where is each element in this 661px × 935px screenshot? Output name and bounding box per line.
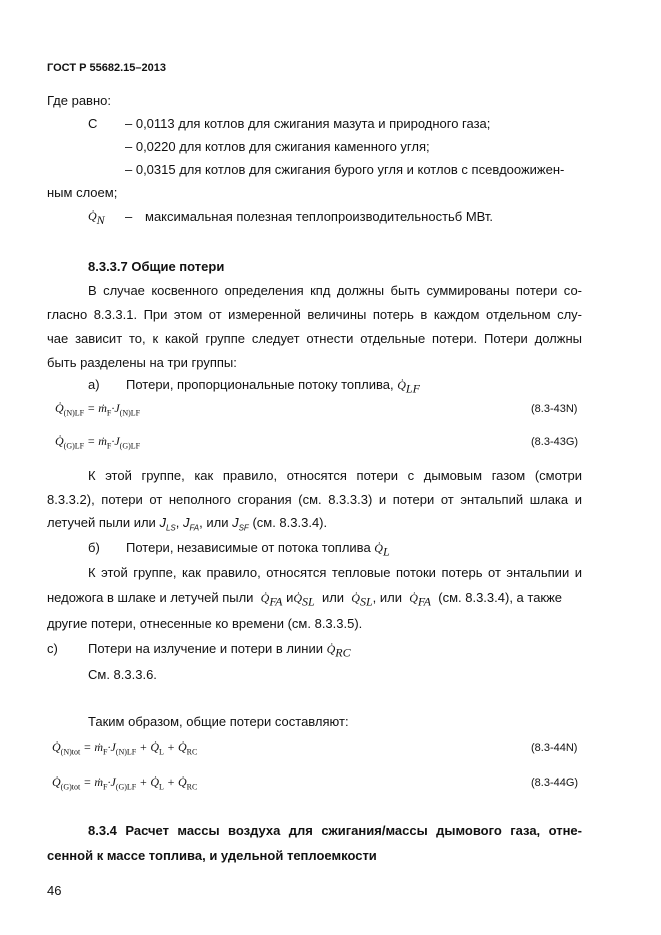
item-c-subscript: RC [335,645,351,660]
eq43n-rhs-sub1: F [106,408,112,418]
eq44g-rhs-sub2: (G)LF [115,782,137,792]
eq43n-mid: ·J [111,401,120,415]
eq43n-rhs: = ṁ [87,401,107,415]
document-header: ГОСТ Р 55682.15–2013 [47,62,166,74]
qn-description: максимальная полезная теплопроизводительностьб МВт. [145,209,494,224]
para2-j-sf: J [232,515,239,530]
para3-line1: К этой группе, как правило, относятся тепловые потоки потерь от энтальпии и [88,565,582,580]
c-item-3-continuation: ным слоем; [47,185,118,200]
qn-dash: – [125,209,133,224]
para2-line2: 8.3.3.2), потери от неполного сгорания (см. 8.3.3.3) и потери от энтальпий шлака и [47,492,582,507]
eq44n-rhs-sub1: F [103,747,108,757]
qn-symbol: Q̇ [88,209,97,223]
para2-j-ls: J [159,515,166,530]
equation-44n-number: (8.3-44N) [531,742,578,754]
para1-line1: В случае косвенного определения кпд должны быть суммированы потери со- [88,283,582,298]
qn-definition [88,207,105,228]
item-c-symbol: Q̇ [326,642,336,656]
item-a-subscript: LF [405,381,420,396]
eq44n-rhs-sub2: (N)LF [115,747,137,757]
para2-l3-post: (см. 8.3.3.4). [252,515,328,530]
page-number: 46 [47,883,62,898]
para2-line3: летучей пыли или $J_{LS}$, $J_{FA}$, или $J_{SF}$ (см. 8.3.3.4). [47,515,328,533]
eq44n-p1-sub: L [159,747,164,757]
eq43g-rhs-sub1: F [106,441,112,451]
eq44n-lhs: Q̇ [52,740,61,754]
para3-q-sl-sub: SL [302,594,315,609]
equation-43g [55,434,140,450]
para2-j-fa: J [182,515,190,530]
eq43g-lhs: Q̇ [55,434,64,448]
item-a-text [126,377,420,397]
equation-43n [55,401,140,417]
eq44g-lhs-sub: (G)tot [60,782,81,792]
eq44g-mid: ·J [107,775,116,789]
para3-or: или [321,590,345,605]
para2-j-fa-sub: FA [189,523,200,533]
para2-l3-mid: или [206,515,229,530]
item-a-label: а) [88,377,100,392]
eq44n-mid: ·J [107,740,116,754]
c-item-2: – 0,0220 для котлов для сжигания каменного угля; [125,139,430,154]
eq44g-plus2: + Q̇ [166,775,187,789]
para3-or2: , или [372,590,402,605]
para3-q-sl2-sub: SL [359,594,373,609]
eq44g-lhs: Q̇ [52,775,61,789]
eq44g-p2-sub: RC [186,782,198,792]
eq43g-rhs: = ṁ [87,434,107,448]
equation-44g-number: (8.3-44G) [531,777,579,789]
eq44n-rhs: = ṁ [83,740,103,754]
eq44n-p2-sub: RC [186,747,198,757]
equation-43g-number: (8.3-43G) [531,436,579,448]
item-c-label: с) [47,641,58,656]
item-b-description: Потери, независимые от потока топлива [126,540,371,555]
section2-title-line1: 8.3.4 Расчет массы воздуха для сжигания/массы дымового газа, отне- [88,823,582,838]
para1-line2: гласно 8.3.3.1. При этом от измеренной величины потерь в каждом отдельном слу- [47,307,582,322]
para2-line1: К этой группе, как правило, относятся потери с дымовым газом (смотри [88,468,582,483]
eq44n-plus1: + Q̇ [139,740,159,754]
section2-title-line2: сенной к массе топлива, и удельной теплоемкости [47,848,377,863]
item-c-description: Потери на излучение и потери в линии [88,641,323,656]
para2-j-sf-sub: SF [238,523,249,533]
para1-line3: чае зависит то, к какой группе следует отнести отдельные потери. Потери должны [47,331,582,346]
section-title: 8.3.3.7 Общие потери [88,259,225,274]
para3-l2-post: (см. 8.3.3.4), а также [438,590,563,605]
eq43n-rhs-sub2: (N)LF [119,408,141,418]
para3-q-fa: Q̇ [260,591,270,605]
eq44n-lhs-sub: (N)tot [60,747,81,757]
see-reference: См. 8.3.3.6. [88,667,157,682]
para3-line3: другие потери, отнесенные ко времени (см. 8.3.3.5). [47,616,363,631]
para1-line4: быть разделены на три группы: [47,355,237,370]
equation-43n-number: (8.3-43N) [531,403,578,415]
para3-q-fa2: Q̇ [409,591,418,605]
c-symbol: С [88,116,98,131]
eq44g-rhs-sub1: F [103,782,108,792]
para3-q-fa2-sub: FA [417,594,432,609]
para3-l2-pre: недожога в шлаке и летучей пыли [47,590,254,605]
item-a-symbol: Q̇ [397,378,406,392]
eq44g-p1-sub: L [159,782,164,792]
item-b-subscript: L [382,544,390,559]
eq44g-rhs: = ṁ [83,775,103,789]
item-b-text [126,540,390,560]
para2-j-ls-sub: LS [165,523,176,533]
qn-subscript: N [96,213,105,228]
para2-l3-pre: летучей пыли или [47,515,156,530]
eq43n-lhs-sub: (N)LF [63,408,85,418]
para3-q-fa-sub: FA [269,594,283,609]
item-c-text [88,641,351,661]
eq43n-lhs: Q̇ [55,401,64,415]
c-item-1: – 0,0113 для котлов для сжигания мазута и природного газа; [125,116,491,131]
para3-q-sl: Q̇ [293,591,303,605]
equation-44n [52,740,197,756]
item-b-symbol: Q̇ [374,541,383,555]
total-intro: Таким образом, общие потери составляют: [88,714,349,729]
eq43g-rhs-sub2: (G)LF [119,441,141,451]
equation-44g [52,775,197,791]
eq43g-mid: ·J [111,434,120,448]
eq43g-lhs-sub: (G)LF [63,441,85,451]
item-b-label: б) [88,540,100,555]
where-label: Где равно: [47,93,111,108]
item-a-description: Потери, пропорциональные потоку топлива, [126,377,394,392]
eq44g-plus1: + Q̇ [139,775,159,789]
eq44n-plus2: + Q̇ [166,740,187,754]
para3-q-sl2: Q̇ [351,591,360,605]
para3-line2 [47,590,562,610]
para3-and: и [286,590,294,605]
c-item-3: – 0,0315 для котлов для сжигания бурого угля и котлов с псевдоожижен- [125,162,565,177]
